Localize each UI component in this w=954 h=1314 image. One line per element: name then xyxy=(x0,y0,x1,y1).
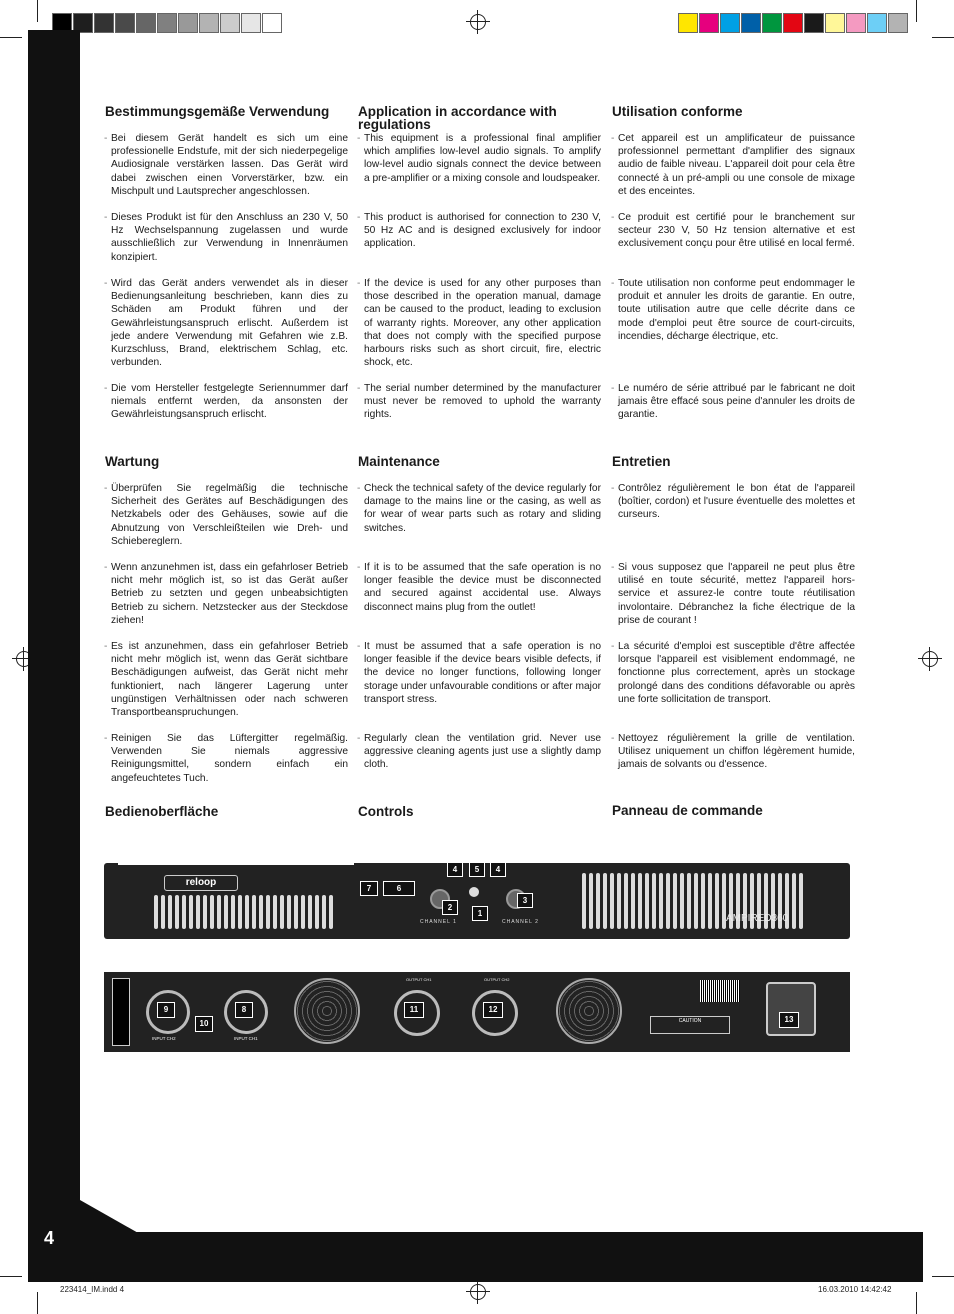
vent-slot xyxy=(252,895,256,929)
vent-slot xyxy=(266,895,270,929)
callout-10: 10 xyxy=(195,1016,213,1032)
en-paragraph: - If it is to be assumed that the safe operation is no longer feasible the device must be disconnected and secured against accidental use. Always disconnect mains plug from the outlet! xyxy=(357,562,601,613)
vent-slot xyxy=(596,873,600,929)
de-paragraph: - Wenn anzunehmen ist, dass ein gefahrloser Betrieb nicht mehr möglich ist, so ist das Gerät außer Betrieb zu setzten und gegen unbeabsichtigten Betrieb zu sichern. Netzstecker aus der Steckdose ziehen! xyxy=(104,562,348,626)
vent-slot xyxy=(792,873,796,929)
vent-slot xyxy=(182,895,186,929)
crop-mark xyxy=(932,1276,954,1277)
vent-slot xyxy=(680,873,684,929)
callout-6: 6 xyxy=(383,881,415,896)
vent-slot xyxy=(659,873,663,929)
vent-slot xyxy=(238,895,242,929)
callout-12: 12 xyxy=(483,1002,503,1018)
en-paragraph: - It must be assumed that a safe operation is no longer feasible if the device bears visible defects, if the device no longer functions, following longer storage under unfavourable conditions or after major transport stress. xyxy=(357,641,601,705)
fr-heading-usage: Utilisation conforme xyxy=(612,104,743,119)
vent-slot xyxy=(715,873,719,929)
label-input-ch2: INPUT CH2 xyxy=(152,1036,176,1041)
callout-3: 3 xyxy=(517,893,533,908)
crop-mark xyxy=(0,37,22,38)
fr-paragraph: - Cet appareil est un amplificateur de puissance professionnel permettant d'amplifier des signaux audio de faible niveau. L'appareil doit pour cela être connecté à un pré-ampli ou une console de mixage et des enceintes. xyxy=(611,133,855,197)
color-swatch xyxy=(115,13,135,33)
callout-5: 5 xyxy=(469,862,485,877)
vent-slot xyxy=(287,895,291,929)
callout-4: 4 xyxy=(447,862,463,877)
color-swatch xyxy=(262,13,282,33)
fr-paragraph: - Ce produit est certifié pour le branchement sur secteur 230 V, 50 Hz tension alternative et est exclusivement conçu pour être utilisé en local fermé. xyxy=(611,212,855,250)
vent-slot xyxy=(582,873,586,929)
fr-paragraph: - Nettoyez régulièrement la grille de ventilation. Utilisez uniquement un chiffon légèrement humide, jamais de solvants ou d'essence. xyxy=(611,733,855,771)
color-swatch xyxy=(94,13,114,33)
color-swatch xyxy=(741,13,761,33)
vent-slot xyxy=(308,895,312,929)
vent-slot xyxy=(329,895,333,929)
vent-slot xyxy=(652,873,656,929)
crop-mark xyxy=(916,0,917,22)
vent-slot xyxy=(168,895,172,929)
en-paragraph: - This product is authorised for connection to 230 V, 50 Hz AC and is designed exclusively for indoor application. xyxy=(357,212,601,250)
en-heading-controls: Controls xyxy=(358,804,414,819)
de-heading-usage: Bestimmungsgemäße Verwendung xyxy=(105,104,330,119)
vent-slot xyxy=(610,873,614,929)
callout-13: 13 xyxy=(779,1012,799,1028)
label-input-ch1: INPUT CH1 xyxy=(234,1036,258,1041)
vent-slot xyxy=(645,873,649,929)
page-frame-left xyxy=(28,30,80,1280)
barcode-sticker xyxy=(700,980,740,1002)
vent-slot xyxy=(175,895,179,929)
footer-filename: 223414_IM.indd 4 xyxy=(60,1285,125,1294)
fan-left-icon xyxy=(294,978,360,1044)
de-paragraph: - Reinigen Sie das Lüftergitter regelmäßig. Verwenden Sie niemals aggressive Reinigungsmittel, sondern einfach ein angefeuchtetes Tuch. xyxy=(104,733,348,784)
color-swatch xyxy=(783,13,803,33)
vent-slot xyxy=(603,873,607,929)
vent-slot xyxy=(301,895,305,929)
label-channel-2: CHANNEL 2 xyxy=(502,919,539,925)
vent-slot xyxy=(673,873,677,929)
vent-slot xyxy=(315,895,319,929)
color-swatch xyxy=(220,13,240,33)
rear-panel-image xyxy=(104,972,850,1052)
de-heading-maintenance: Wartung xyxy=(105,454,160,469)
footer-date: 16.03.2010 14:42:42 xyxy=(818,1285,892,1294)
color-swatch xyxy=(678,13,698,33)
fr-paragraph: - Toute utilisation non conforme peut endommager le produit et annuler les droits de garantie. En outre, toute utilisation autre que celle décrite dans ce mode d'emploi peut être source de court-circuits, incendies, décharge électrique, etc. xyxy=(611,278,855,342)
vent-slot xyxy=(224,895,228,929)
color-swatch xyxy=(136,13,156,33)
vent-slot xyxy=(624,873,628,929)
vent-slot xyxy=(280,895,284,929)
reloop-logo: reloop xyxy=(164,875,238,891)
vent-slot xyxy=(694,873,698,929)
vent-slot xyxy=(687,873,691,929)
color-swatch xyxy=(762,13,782,33)
color-swatch xyxy=(241,13,261,33)
de-paragraph: - Es ist anzunehmen, dass ein gefahrloser Betrieb nicht mehr möglich ist, wenn das Gerät sichtbare Beschädigungen aufweist, das Gerät nicht mehr funktioniert, nach längerer Lagerung unter ungünstigen Verhältnissen oder nach schweren Transportbeanspruchungen. xyxy=(104,641,348,719)
callout-1: 1 xyxy=(472,906,488,921)
vent-slot xyxy=(273,895,277,929)
registration-mark xyxy=(470,14,486,30)
crop-mark xyxy=(0,1276,22,1277)
color-swatch xyxy=(867,13,887,33)
crop-mark xyxy=(932,37,954,38)
vent-slot xyxy=(217,895,221,929)
callout-11: 11 xyxy=(404,1002,424,1018)
vent-slot xyxy=(231,895,235,929)
vent-slot xyxy=(189,895,193,929)
fr-paragraph: - La sécurité d'emploi est susceptible d'être affectée lorsque l'appareil est visiblement endommagé, ne fonctionne plus correctement, après un stockage prolongé dans des conditions défavorable ou après une forte sollicitation de transport. xyxy=(611,641,855,705)
vent-slot xyxy=(631,873,635,929)
vent-slot xyxy=(203,895,207,929)
color-swatch xyxy=(825,13,845,33)
registration-mark xyxy=(470,1284,486,1300)
vent-slot xyxy=(161,895,165,929)
callout-8: 8 xyxy=(235,1002,253,1018)
vent-slot xyxy=(617,873,621,929)
callout-4: 4 xyxy=(490,862,506,877)
fr-paragraph: - Si vous supposez que l'appareil ne peut plus être utilisé en toute sécurité, mettez l'appareil hors-service et assurez-le contre toute réutilisation involontaire. Débranchez la fiche électrique de la prise de courant ! xyxy=(611,562,855,626)
fr-heading-maintenance: Entretien xyxy=(612,454,671,469)
vent-slot xyxy=(638,873,642,929)
vent-slot xyxy=(701,873,705,929)
en-paragraph: - Check the technical safety of the device regularly for damage to the mains line or the casing, as well as for wear of wear parts such as rotary and sliding switches. xyxy=(357,483,601,534)
color-swatch xyxy=(178,13,198,33)
en-heading-usage: Application in accordance with regulations xyxy=(358,104,557,132)
callout-2: 2 xyxy=(442,900,458,915)
fr-paragraph: - Contrôlez régulièrement le bon état de l'appareil (boîtier, cordon) et l'usure éventuelle des molettes et curseurs. xyxy=(611,483,855,521)
vent-slot xyxy=(154,895,158,929)
crop-mark xyxy=(37,1292,38,1314)
page-frame-corner xyxy=(80,1200,140,1234)
color-swatch xyxy=(846,13,866,33)
vent-slot xyxy=(589,873,593,929)
crop-mark xyxy=(37,0,38,22)
gray-color-bar xyxy=(52,13,283,33)
de-paragraph: - Dieses Produkt ist für den Anschluss an 230 V, 50 Hz Wechselspannung zugelassen und wurde ausschließlich zur Verwendung in Innenräumen konzipiert. xyxy=(104,212,348,263)
fr-paragraph: - Le numéro de série attribué par le fabricant ne doit jamais être effacé sous peine d'annuler les droits de garantie. xyxy=(611,383,855,421)
color-swatch xyxy=(804,13,824,33)
vent-slot xyxy=(245,895,249,929)
vent-slot xyxy=(294,895,298,929)
page-frame-bottom xyxy=(28,1232,923,1282)
callout-9: 9 xyxy=(157,1002,175,1018)
color-swatch xyxy=(888,13,908,33)
model-name: AMPIRED360 xyxy=(726,913,789,924)
de-paragraph: - Überprüfen Sie regelmäßig die technische Sicherheit des Gerätes auf Beschädigungen des Netzkabels oder des Gehäuses, sowie auf die Abnutzung von Verschleißteilen wie Dreh- und Schiebereglern. xyxy=(104,483,348,547)
en-paragraph: - This equipment is a professional final amplifier which amplifies low-level audio signals. To amplify low-level audio signals connect the device between a pre-amplifier or a mixing console and loudspeaker. xyxy=(357,133,601,184)
vent-slot xyxy=(259,895,263,929)
label-channel-1: CHANNEL 1 xyxy=(420,919,457,925)
de-paragraph: - Wird das Gerät anders verwendet als in dieser Bedienungsanleitung beschrieben, kann dies zu Schäden am Produkt führen und der Gewährleistungsanspruch erlischt. Außerdem ist jede andere Verwendung mit Gefahren wie z.B. Kurzschluss, Brand, elektrischem Schlag, etc. verbunden. xyxy=(104,278,348,369)
color-swatch xyxy=(199,13,219,33)
label-output-ch2: OUTPUT CH2 xyxy=(484,977,510,982)
de-paragraph: - Die vom Hersteller festgelegte Seriennummer darf niemals entfernt werden, da ansonsten der Gewährleistungsanspruch erlischt. xyxy=(104,383,348,421)
en-paragraph: - Regularly clean the ventilation grid. Never use aggressive cleaning agents just use a slightly damp cloth. xyxy=(357,733,601,771)
en-paragraph: - If the device is used for any other purposes than those described in the operation manual, damage can be caused to the product, leading to exclusion of warranty rights. Moreover, any other application that does not comply with the specified purpose harbours risks such as short circuit, fire, electric shock, etc. xyxy=(357,278,601,369)
registration-mark xyxy=(922,651,938,667)
vent-slot xyxy=(666,873,670,929)
process-color-bar xyxy=(678,13,909,33)
fr-heading-controls: Panneau de commande xyxy=(612,803,763,818)
crop-mark xyxy=(916,1292,917,1314)
vent-slot xyxy=(799,873,803,929)
en-heading-maintenance: Maintenance xyxy=(358,454,440,469)
de-heading-controls: Bedienoberfläche xyxy=(105,804,219,819)
label-output-ch1: OUTPUT CH1 xyxy=(406,977,432,982)
front-vent-left xyxy=(154,895,333,929)
callout-7: 7 xyxy=(360,881,378,896)
de-paragraph: - Bei diesem Gerät handelt es sich um eine professionelle Endstufe, mit der sich niederpegelige Audiosignale verstärken lassen. Das Gerät wird dabei zwischen einen Vorverstärker, bzw. ein Mischpult und Lautsprecher angeschlossen. xyxy=(104,133,348,197)
caution-label: CAUTION xyxy=(650,1016,730,1034)
vent-slot xyxy=(708,873,712,929)
fan-right-icon xyxy=(556,978,622,1044)
color-swatch xyxy=(720,13,740,33)
vent-slot xyxy=(196,895,200,929)
vent-slot xyxy=(322,895,326,929)
en-paragraph: - The serial number determined by the manufacturer must never be removed to uphold the warranty rights. xyxy=(357,383,601,421)
page-number: 4 xyxy=(44,1228,55,1248)
vent-slot xyxy=(210,895,214,929)
color-swatch xyxy=(157,13,177,33)
color-swatch xyxy=(699,13,719,33)
power-switch xyxy=(469,887,479,897)
